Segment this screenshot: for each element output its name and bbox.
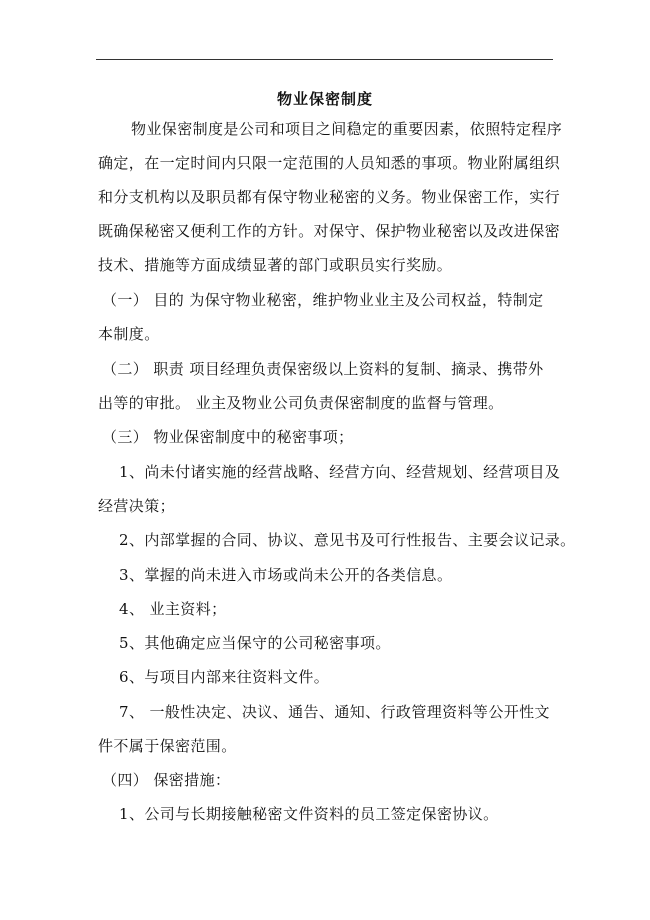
section-heading-duty: （二） 职责 项目经理负责保密级以上资料的复制、摘录、携带外 xyxy=(102,360,544,378)
list-item-continuation: 件不属于保密范围。 xyxy=(98,737,237,755)
list-item: 2、内部掌握的合同、协议、意见书及可行性报告、主要会议记录。 xyxy=(119,531,576,549)
list-item: 1、公司与长期接触秘密文件资料的员工签定保密协议。 xyxy=(119,805,499,823)
section-heading-measures: （四） 保密措施： xyxy=(102,771,231,789)
header-rule xyxy=(96,59,553,60)
document-title: 物业保密制度 xyxy=(276,90,373,108)
list-item: 6、与项目内部来往资料文件。 xyxy=(119,668,330,686)
list-item: 3、掌握的尚未进入市场或尚未公开的各类信息。 xyxy=(119,566,453,584)
paragraph-line: 和分支机构以及职员都有保守物业秘密的义务。物业保密工作，实行 xyxy=(98,188,561,206)
paragraph-line: 出等的审批。 业主及物业公司负责保密制度的监督与管理。 xyxy=(98,394,504,412)
list-item: 7、 一般性决定、决议、通告、通知、行政管理资料等公开性文 xyxy=(119,703,550,721)
section-heading-purpose: （一） 目的 为保守物业秘密，维护物业业主及公司权益，特制定 xyxy=(102,291,544,309)
section-heading-secrets: （三） 物业保密制度中的秘密事项； xyxy=(102,428,354,446)
paragraph-line: 物业保密制度是公司和项目之间稳定的重要因素，依照特定程序 xyxy=(131,120,563,138)
list-item: 5、其他确定应当保守的公司秘密事项。 xyxy=(119,634,391,652)
paragraph-line: 既确保秘密又便利工作的方针。对保守、保护物业秘密以及改进保密 xyxy=(98,222,561,240)
paragraph-line: 本制度。 xyxy=(98,325,160,343)
list-item-continuation: 经营决策； xyxy=(98,497,176,515)
list-item: 1、尚未付诸实施的经营战略、经营方向、经营规划、经营项目及 xyxy=(119,463,561,481)
paragraph-line: 确定，在一定时间内只限一定范围的人员知悉的事项。物业附属组织 xyxy=(98,154,561,172)
list-item: 4、 业主资料； xyxy=(119,600,227,618)
paragraph-line: 技术、措施等方面成绩显著的部门或职员实行奖励。 xyxy=(98,256,453,274)
